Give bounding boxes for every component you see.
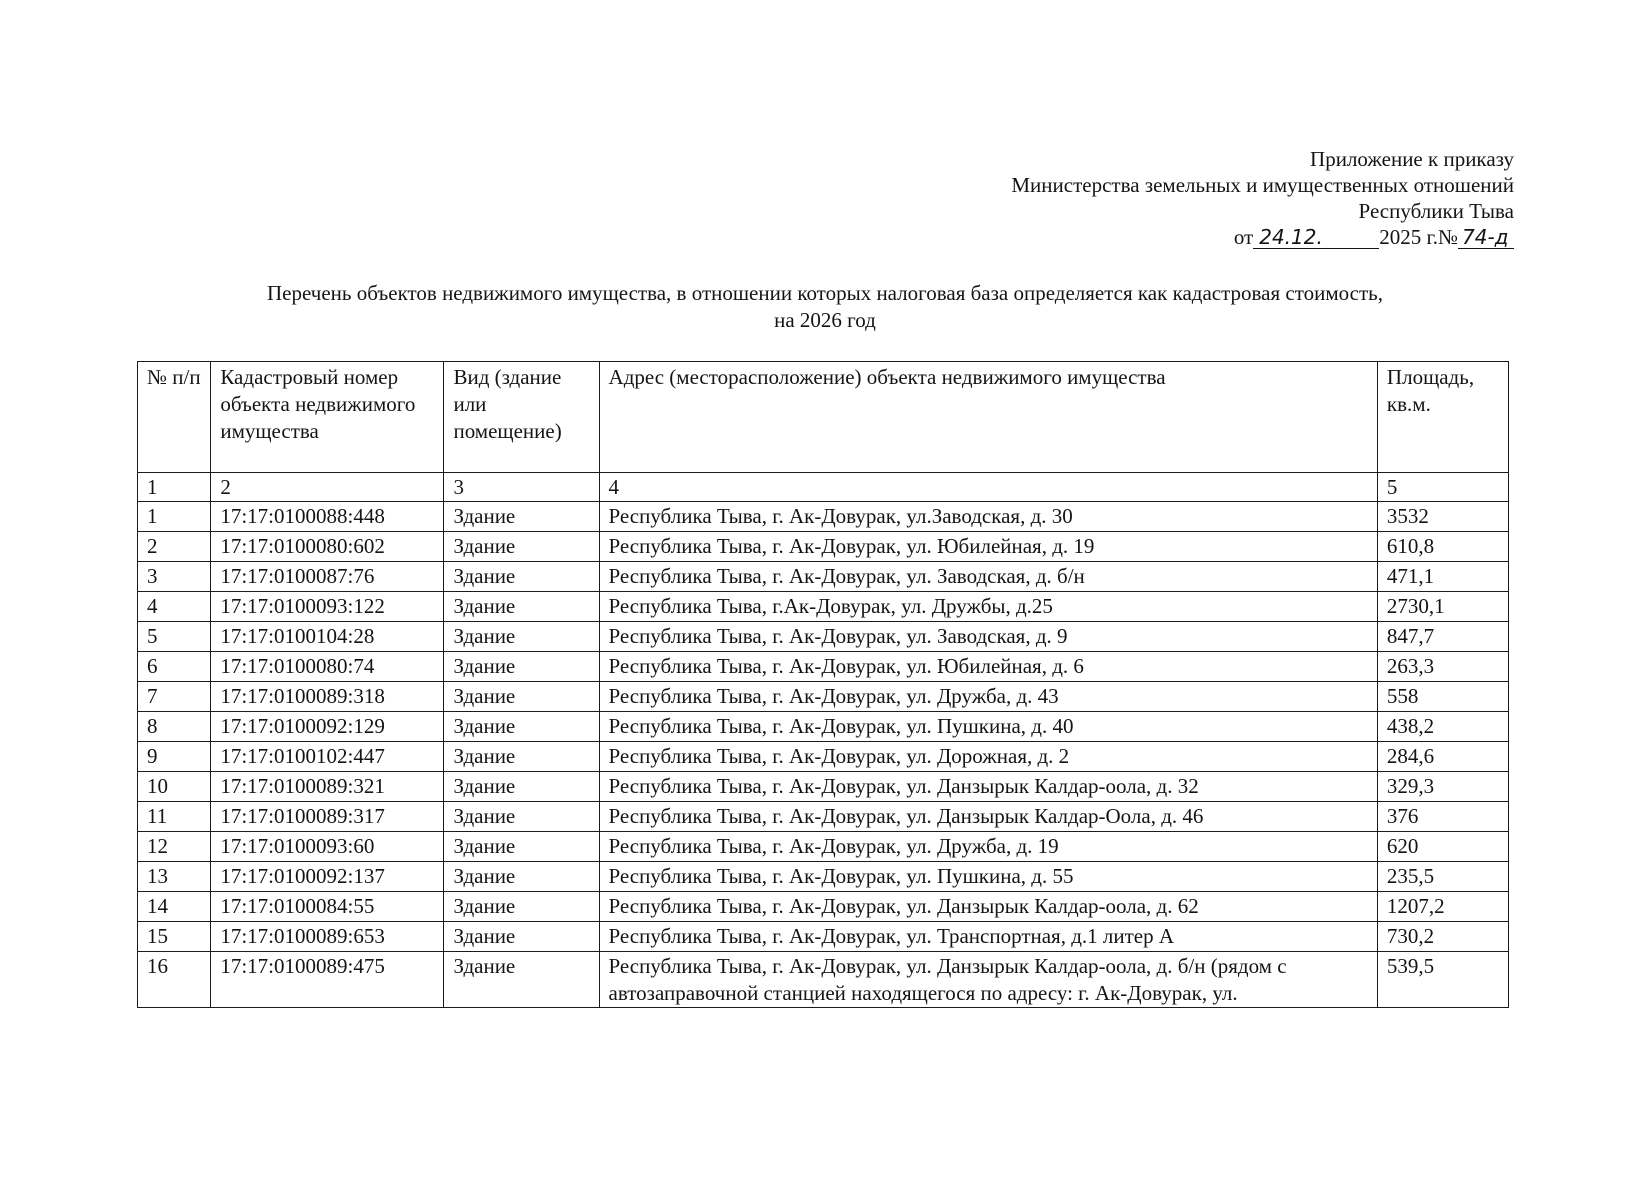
cell-object-type: Здание: [444, 892, 599, 922]
cell-cadastral-number: 17:17:0100089:653: [211, 922, 444, 952]
table-row: [138, 502, 1509, 532]
table-row: [138, 622, 1509, 652]
cell-cadastral-number: 17:17:0100080:602: [211, 532, 444, 562]
cell-cadastral-number: 17:17:0100089:318: [211, 682, 444, 712]
column-header-cadastral-number: Кадастровый номер объекта недвижимого имущества: [211, 362, 444, 473]
cell-object-type: Здание: [444, 862, 599, 892]
cell-area: 539,5: [1377, 952, 1508, 1008]
appendix-line-2: Министерства земельных и имущественных отношений: [1011, 173, 1514, 197]
cell-area: 558: [1377, 682, 1508, 712]
cell-cadastral-number: 17:17:0100088:448: [211, 502, 444, 532]
column-header-address: Адрес (месторасположение) объекта недвижимого имущества: [599, 362, 1377, 473]
cell-area: 3532: [1377, 502, 1508, 532]
table-row: [138, 682, 1509, 712]
cell-area: 2730,1: [1377, 592, 1508, 622]
cell-address: Республика Тыва, г. Ак-Довурак, ул. Дорожная, д. 2: [599, 742, 1377, 772]
cell-number: 5: [138, 622, 211, 652]
cell-cadastral-number: 17:17:0100104:28: [211, 622, 444, 652]
cell-area: 329,3: [1377, 772, 1508, 802]
cell-area: 376: [1377, 802, 1508, 832]
column-header-area: Площадь, кв.м.: [1377, 362, 1508, 473]
appendix-header: [1011, 146, 1514, 250]
table-row: [138, 832, 1509, 862]
cell-cadastral-number: 17:17:0100092:137: [211, 862, 444, 892]
cell-address: Республика Тыва, г. Ак-Довурак, ул. Пушкина, д. 55: [599, 862, 1377, 892]
cell-object-type: Здание: [444, 802, 599, 832]
cell-number: 10: [138, 772, 211, 802]
cell-object-type: Здание: [444, 592, 599, 622]
cell-object-type: Здание: [444, 772, 599, 802]
table-row: [138, 892, 1509, 922]
cell-cadastral-number: 17:17:0100102:447: [211, 742, 444, 772]
column-number-row: [138, 473, 1509, 502]
handwritten-order-date: 24.12.: [1253, 226, 1379, 249]
cell-object-type: Здание: [444, 922, 599, 952]
column-header-number: № п/п: [138, 362, 211, 473]
cell-number: 8: [138, 712, 211, 742]
document-title-line-1: Перечень объектов недвижимого имущества, в отношении которых налоговая база определяется как кадастровая стоимость,: [267, 281, 1383, 305]
cell-number: 3: [138, 562, 211, 592]
cell-cadastral-number: 17:17:0100093:60: [211, 832, 444, 862]
table-header-row: [138, 362, 1509, 473]
cell-object-type: Здание: [444, 532, 599, 562]
cell-number: 7: [138, 682, 211, 712]
column-number-3: 3: [444, 473, 599, 502]
cell-area: 610,8: [1377, 532, 1508, 562]
cell-area: 847,7: [1377, 622, 1508, 652]
cell-address: Республика Тыва, г. Ак-Довурак, ул. Данзырык Калдар-оола, д. 62: [599, 892, 1377, 922]
cell-address: Республика Тыва, г. Ак-Довурак, ул. Данзырык Калдар-оола, д. 32: [599, 772, 1377, 802]
cell-address: Республика Тыва, г. Ак-Довурак, ул. Дружба, д. 19: [599, 832, 1377, 862]
column-number-1: 1: [138, 473, 211, 502]
cell-area: 620: [1377, 832, 1508, 862]
appendix-line-3: Республики Тыва: [1358, 199, 1514, 223]
table-row: [138, 802, 1509, 832]
cell-address: Республика Тыва, г. Ак-Довурак, ул. Данзырык Калдар-оола, д. б/н (рядом с автозаправочной станцией находящегося по адресу: г. Ак-Довурак, ул.: [599, 952, 1377, 1008]
column-number-4: 4: [599, 473, 1377, 502]
cell-object-type: Здание: [444, 712, 599, 742]
cell-area: 730,2: [1377, 922, 1508, 952]
appendix-line-1: Приложение к приказу: [1310, 147, 1514, 171]
cell-cadastral-number: 17:17:0100093:122: [211, 592, 444, 622]
cell-object-type: Здание: [444, 652, 599, 682]
cell-number: 16: [138, 952, 211, 1008]
table-row: [138, 712, 1509, 742]
document-title: [130, 280, 1520, 334]
cell-number: 6: [138, 652, 211, 682]
cell-cadastral-number: 17:17:0100080:74: [211, 652, 444, 682]
handwritten-order-number: 74-д: [1458, 226, 1514, 249]
table-row: [138, 592, 1509, 622]
cell-area: 438,2: [1377, 712, 1508, 742]
cell-cadastral-number: 17:17:0100092:129: [211, 712, 444, 742]
document-title-line-2: на 2026 год: [774, 308, 876, 332]
cell-number: 13: [138, 862, 211, 892]
cell-number: 9: [138, 742, 211, 772]
table-row: [138, 772, 1509, 802]
cell-number: 15: [138, 922, 211, 952]
cell-object-type: Здание: [444, 562, 599, 592]
cell-area: 471,1: [1377, 562, 1508, 592]
cell-number: 11: [138, 802, 211, 832]
cell-address: Республика Тыва, г. Ак-Довурак, ул. Заводская, д. 9: [599, 622, 1377, 652]
cell-address: Республика Тыва, г.Ак-Довурак, ул. Дружбы, д.25: [599, 592, 1377, 622]
cell-area: 263,3: [1377, 652, 1508, 682]
table-row: [138, 742, 1509, 772]
table-row: [138, 652, 1509, 682]
table-row: [138, 952, 1509, 1008]
cell-number: 14: [138, 892, 211, 922]
cell-cadastral-number: 17:17:0100087:76: [211, 562, 444, 592]
cell-number: 12: [138, 832, 211, 862]
cell-cadastral-number: 17:17:0100089:475: [211, 952, 444, 1008]
cell-area: 1207,2: [1377, 892, 1508, 922]
cell-address: Республика Тыва, г. Ак-Довурак, ул. Данзырык Калдар-Оола, д. 46: [599, 802, 1377, 832]
cell-number: 4: [138, 592, 211, 622]
cell-address: Республика Тыва, г. Ак-Довурак, ул.Заводская, д. 30: [599, 502, 1377, 532]
table-row: [138, 862, 1509, 892]
cell-address: Республика Тыва, г. Ак-Довурак, ул. Юбилейная, д. 6: [599, 652, 1377, 682]
property-registry-table: [137, 361, 1509, 1008]
cell-address: Республика Тыва, г. Ак-Довурак, ул. Юбилейная, д. 19: [599, 532, 1377, 562]
cell-object-type: Здание: [444, 742, 599, 772]
column-number-2: 2: [211, 473, 444, 502]
cell-area: 284,6: [1377, 742, 1508, 772]
column-number-5: 5: [1377, 473, 1508, 502]
table-row: [138, 532, 1509, 562]
order-from-label: от: [1233, 225, 1254, 249]
order-date-line: [1011, 224, 1514, 250]
table-row: [138, 922, 1509, 952]
cell-address: Республика Тыва, г. Ак-Довурак, ул. Заводская, д. б/н: [599, 562, 1377, 592]
cell-cadastral-number: 17:17:0100089:321: [211, 772, 444, 802]
cell-area: 235,5: [1377, 862, 1508, 892]
cell-object-type: Здание: [444, 952, 599, 1008]
order-year-label: 2025 г.№: [1379, 225, 1458, 249]
cell-object-type: Здание: [444, 832, 599, 862]
cell-address: Республика Тыва, г. Ак-Довурак, ул. Дружба, д. 43: [599, 682, 1377, 712]
cell-cadastral-number: 17:17:0100084:55: [211, 892, 444, 922]
cell-number: 1: [138, 502, 211, 532]
table-row: [138, 562, 1509, 592]
column-header-object-type: Вид (здание или помещение): [444, 362, 599, 473]
cell-number: 2: [138, 532, 211, 562]
cell-object-type: Здание: [444, 502, 599, 532]
cell-object-type: Здание: [444, 682, 599, 712]
cell-object-type: Здание: [444, 622, 599, 652]
registry-table-body: [138, 362, 1509, 1008]
cell-address: Республика Тыва, г. Ак-Довурак, ул. Пушкина, д. 40: [599, 712, 1377, 742]
cell-address: Республика Тыва, г. Ак-Довурак, ул. Транспортная, д.1 литер А: [599, 922, 1377, 952]
cell-cadastral-number: 17:17:0100089:317: [211, 802, 444, 832]
